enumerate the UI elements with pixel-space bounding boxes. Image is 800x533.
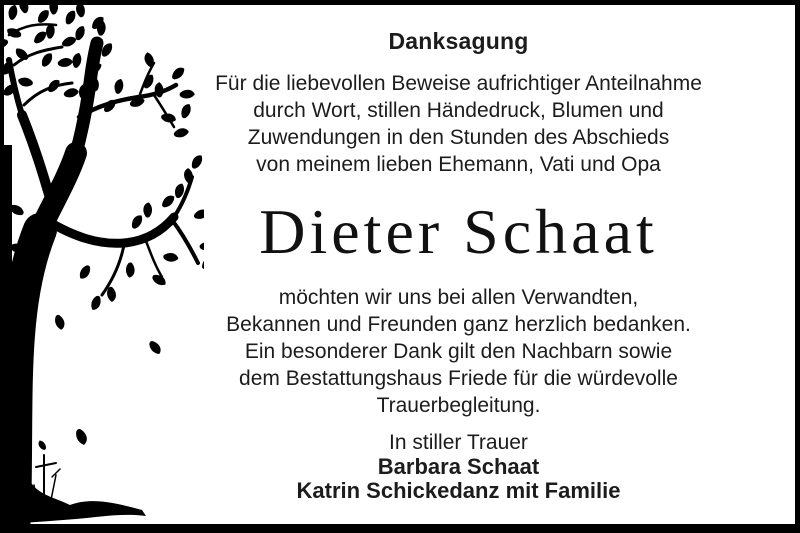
intro-line: von meinem lieben Ehemann, Vati und Opa [256,153,661,176]
mourner-name: Barbara Schaat [377,454,540,479]
closing-line: In stiller Trauer [389,431,528,454]
thanks-line: Trauerbegleitung. [376,394,541,417]
deceased-name: Dieter Schaat [259,196,658,267]
intro-line: Zuwendungen in den Stunden des Abschieds [247,126,670,149]
mourner-name: Katrin Schickedanz mit Familie [296,478,621,503]
intro-line: durch Wort, stillen Händedruck, Blumen und [253,99,664,122]
closing-block [134,431,783,503]
intro-paragraph [134,70,783,178]
thanks-line: Bekannen und Freunden ganz herzlich bedanken. [226,313,691,336]
thanks-line: möchten wir uns bei allen Verwandten, [278,286,639,309]
thanks-line: Ein besonderer Dank gilt den Nachbarn sowie [244,340,673,363]
intro-line: Für die liebevollen Beweise aufrichtiger Anteilnahme [215,72,702,95]
notice-title: Danksagung [388,28,529,54]
thanks-paragraph [134,284,783,419]
thanks-line: dem Bestattungshaus Friede für die würdevolle [239,367,678,390]
notice-text-block [134,5,783,503]
